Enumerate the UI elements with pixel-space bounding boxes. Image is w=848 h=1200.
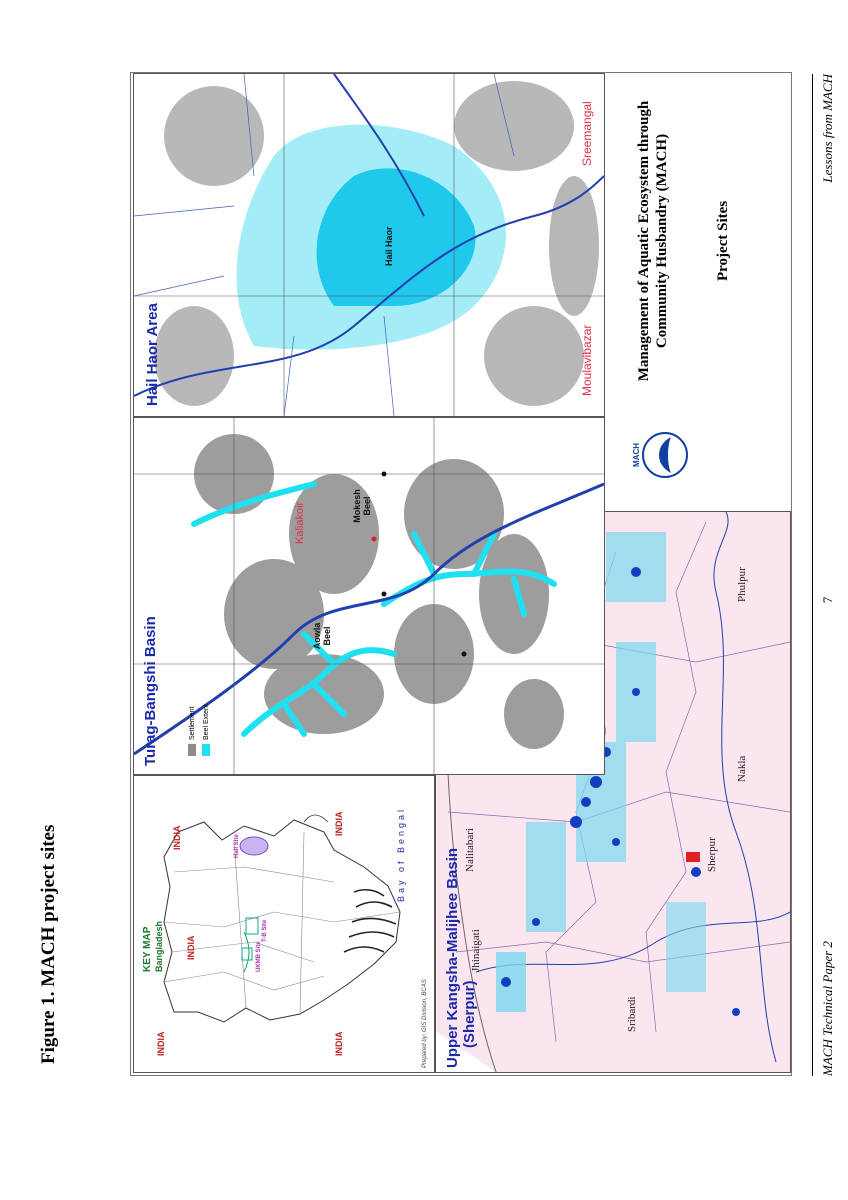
page-number: 7 [820,596,835,604]
svg-text:MACH: MACH [632,443,641,467]
india-label-3: INDIA [172,825,182,850]
hail-haor-title: Hail Haor Area [144,303,161,406]
footer-left: MACH Technical Paper 2 [820,941,835,1076]
town-sribardi: Sribardi [626,996,638,1032]
sreemangal-label: Sreemangal [580,101,594,166]
india-label-5: INDIA [334,811,344,836]
key-map-outline [134,776,434,1072]
footer-rule [812,74,813,1076]
legend-beel-extent [202,704,210,756]
project-sites-label: Project Sites [715,200,731,281]
upper-kangsha-title-line2: (Sherpur) [461,980,478,1048]
info-panel [605,75,789,511]
town-phulpur: Phulpur [736,567,748,602]
town-sherpur: Sherpur [706,837,718,872]
town-nalitabari: Nalitabari [464,828,476,872]
mokesh-beel-label: Mokesh Beel [352,489,372,523]
key-map-subtitle: Bangladesh [154,920,164,972]
hail-haor-map [134,74,604,416]
map-frame [130,72,792,1076]
info-title-line1: Management of Aquatic Ecosystem through [636,100,652,382]
india-label-1: INDIA [156,1031,166,1056]
moulavibazar-label: Moulavibazar [580,324,594,396]
info-title-line2: Community Husbandry (MACH) [654,133,670,349]
info-title [635,91,671,391]
figure-title: Figure 1. MACH project sites [38,824,59,1064]
india-label-2: INDIA [186,935,196,960]
tb-site-label: T-B Site [262,919,268,942]
upper-kangsha-title-line1: Upper Kangsha-Malijhee Basin [444,847,461,1068]
india-label-4: INDIA [334,1031,344,1056]
aowla-beel-label: Aowla Beel [312,622,332,650]
kaliakoir-label: Kaliakoir [294,501,306,544]
mach-logo [625,415,705,495]
key-map-panel [133,775,435,1073]
legend-settlement [188,707,196,756]
ukmb-site-label: UKMB Site [256,941,262,972]
map-credit: Prepared by: GIS Division, BCAS [422,979,428,1068]
hail-haor-panel [133,73,605,417]
settlement-swatch [188,744,196,756]
legend-beel-label: Beel Extent [202,704,210,740]
footer-right: Lessons from MACH [820,74,835,183]
beel-swatch [202,744,210,756]
hail-site-label: Hail Site [234,834,240,858]
turag-bangshi-panel [133,417,605,775]
key-map-title: KEY MAP [142,926,153,972]
turag-bangshi-title: Turag-Bangshi Basin [142,616,159,766]
town-nakla: Nakla [736,755,748,782]
town-jhinaigati: Jhinaigati [470,929,482,972]
legend-settlement-label: Settlement [188,706,196,740]
hail-haor-label: Hail Haor [384,226,394,266]
bay-of-bengal-label: Bay of Bengal [396,806,406,902]
